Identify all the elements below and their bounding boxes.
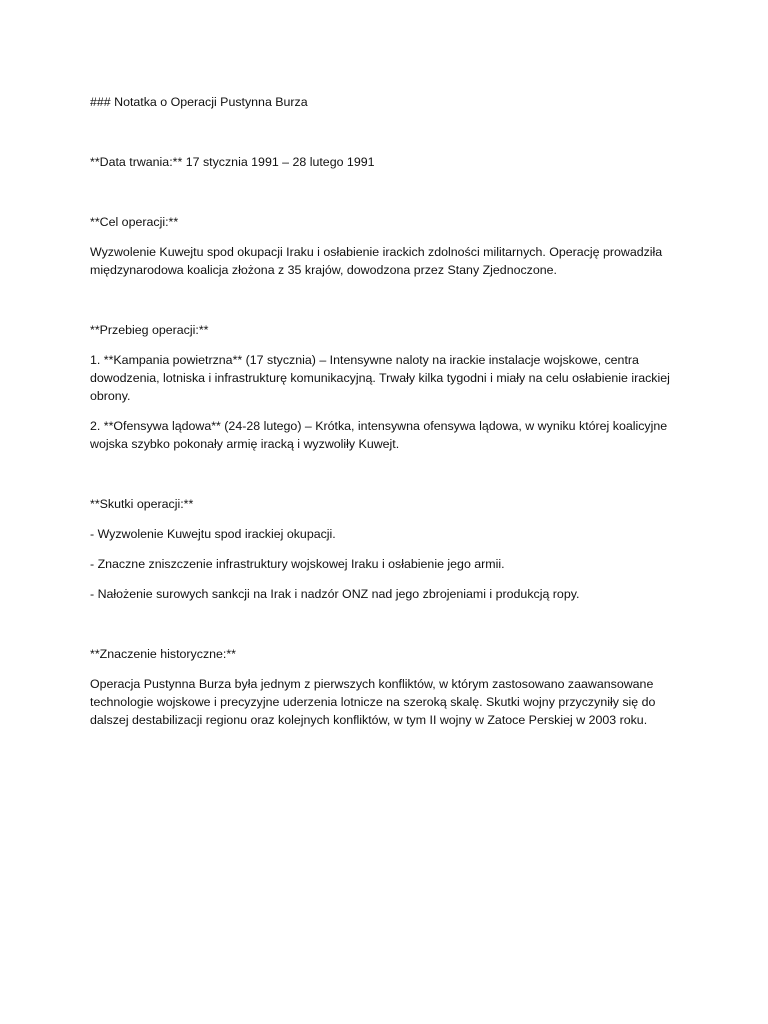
effects-item: - Wyzwolenie Kuwejtu spod irackiej okupacji. (90, 527, 336, 541)
date-line: **Data trwania:** 17 stycznia 1991 – 28 lutego 1991 (90, 155, 375, 169)
significance-heading: **Znaczenie historyczne:** (90, 647, 237, 661)
goal-text: Wyzwolenie Kuwejtu spod okupacji Iraku i osłabienie irackich zdolności militarnych. Operację prowadziła międzynarodowa koalicja złożona z 35 krajów, dowodzona przez Stany Zjednoczone. (90, 245, 663, 277)
effects-item: - Znaczne zniszczenie infrastruktury wojskowej Iraku i osłabienie jego armii. (90, 557, 505, 571)
significance-text: Operacja Pustynna Burza była jednym z pierwszych konfliktów, w którym zastosowano zaawansowane technologie wojskowe i precyzyjne uderzenia lotnicze na szeroką skalę. Skutki wojny przyczyniły się do dalszej destabilizacji regionu oraz kolejnych konfliktów, w tym II wojny w Zatoce Perskiej w 2003 roku. (90, 677, 656, 727)
document-body (90, 93, 680, 729)
course-heading: **Przebieg operacji:** (90, 323, 209, 337)
effects-heading: **Skutki operacji:** (90, 497, 194, 511)
document-title: ### Notatka o Operacji Pustynna Burza (90, 95, 308, 109)
course-item: 1. **Kampania powietrzna** (17 stycznia) – Intensywne naloty na irackie instalacje wojskowe, centra dowodzenia, lotniska i infrastrukturę komunikacyjną. Trwały kilka tygodni i miały na celu osłabienie irackiej obrony. (90, 353, 670, 403)
course-item: 2. **Ofensywa lądowa** (24-28 lutego) – Krótka, intensywna ofensywa lądowa, w wyniku której koalicyjne wojska szybko pokonały armię iracką i wyzwoliły Kuwejt. (90, 419, 668, 451)
goal-heading: **Cel operacji:** (90, 215, 179, 229)
effects-item: - Nałożenie surowych sankcji na Irak i nadzór ONZ nad jego zbrojeniami i produkcją ropy. (90, 587, 580, 601)
